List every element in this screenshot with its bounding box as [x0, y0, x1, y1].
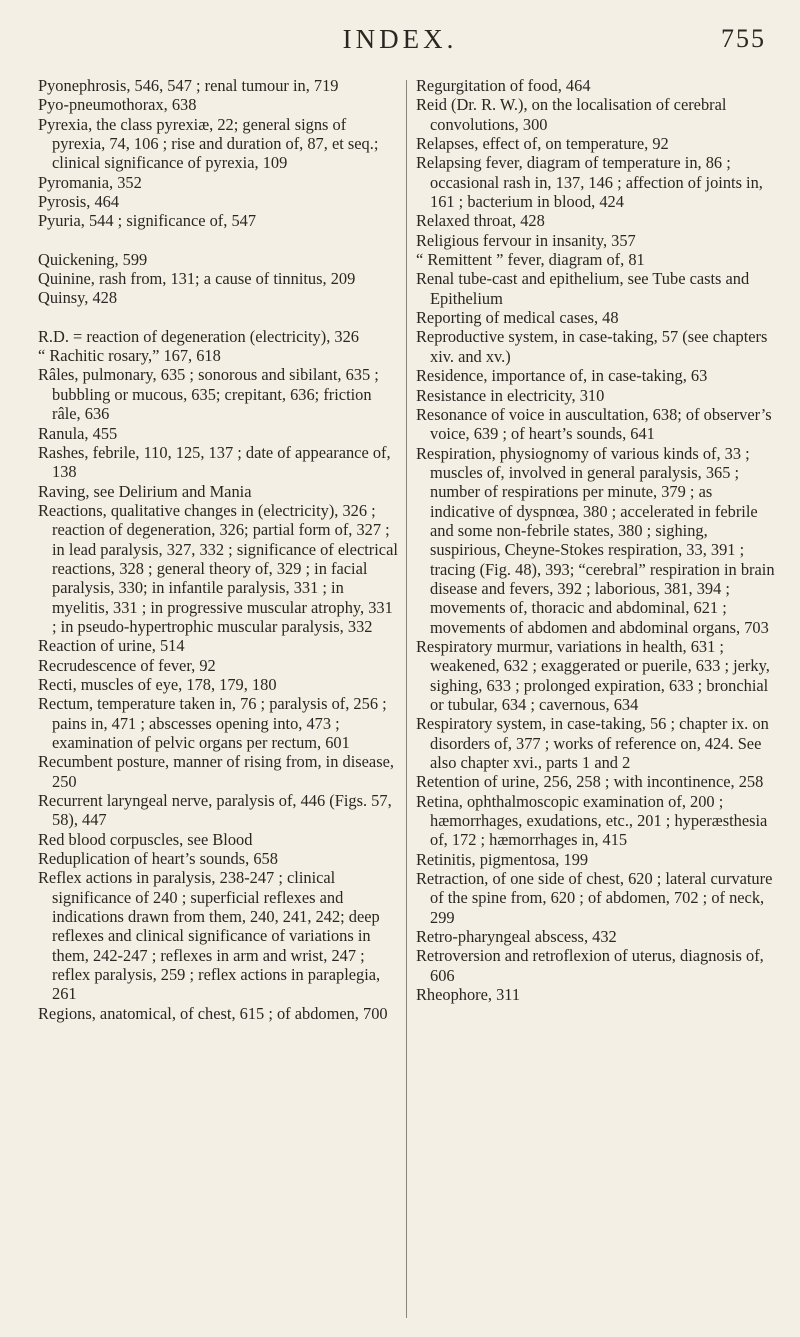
index-entry: Rectum, temperature taken in, 76 ; paralysis of, 256 ; pains in, 471 ; abscesses opening into, 473 ; examination of pelvic organs per rectum, 601 — [38, 694, 387, 752]
index-entry: Râles, pulmonary, 635 ; sonorous and sibilant, 635 ; bubbling or mucous, 635; crepitant, 636; friction râle, 636 — [38, 365, 379, 424]
index-entry: Resistance in electricity, 310 — [416, 385, 605, 405]
index-entry: “ Rachitic rosary,” 167, 618 — [38, 346, 221, 366]
index-entry: Quinsy, 428 — [38, 288, 118, 308]
index-entry: Recumbent posture, manner of rising from, in disease, 250 — [38, 752, 394, 791]
index-entry: Relapses, effect of, on temperature, 92 — [416, 134, 669, 154]
index-column-left — [38, 76, 400, 1023]
index-entry: Relapsing fever, diagram of temperature in, 86 ; occasional rash in, 137, 146 ; affection of joints in, 161 ; bacterium in blood, 424 — [416, 153, 763, 212]
running-head-title: INDEX. — [342, 24, 458, 54]
index-entry: Reid (Dr. R. W.), on the localisation of cerebral convolutions, 300 — [416, 95, 727, 134]
index-entry: Pyuria, 544 ; significance of, 547 — [38, 211, 257, 231]
index-entry: Renal tube-cast and epithelium, see Tube casts and Epithelium — [416, 269, 750, 308]
index-entry: Pyromania, 352 — [38, 172, 142, 192]
index-entry: Regurgitation of food, 464 — [416, 76, 591, 95]
index-entry: Quickening, 599 — [38, 249, 148, 269]
index-entry: Recurrent laryngeal nerve, paralysis of, 446 (Figs. 57, 58), 447 — [38, 791, 392, 830]
column-divider — [406, 80, 407, 1318]
index-entry: Retroversion and retroflexion of uterus, diagnosis of, 606 — [416, 946, 764, 985]
index-entry: Rashes, febrile, 110, 125, 137 ; date of appearance of, 138 — [38, 442, 391, 482]
index-entry: Pyo-pneumothorax, 638 — [38, 95, 197, 115]
running-head — [0, 22, 800, 62]
index-entry: Retro-pharyngeal abscess, 432 — [416, 927, 617, 947]
index-entry: Respiratory system, in case-taking, 56 ; chapter ix. on disorders of, 377 ; works of reference on, 424. See also chapter xvi., parts 1 and 2 — [416, 714, 769, 773]
index-entry: R.D. = reaction of degeneration (electricity), 326 — [38, 326, 359, 346]
index-entry: Respiratory murmur, variations in health, 631 ; weakened, 632 ; exaggerated or puerile, 633 ; jerky, sighing, 633 ; prolonged expiration, 633 ; bronchial or tubular, 634 ; cavernous, 634 — [416, 636, 770, 714]
index-entry: Recrudescence of fever, 92 — [38, 655, 216, 675]
index-entry: Reporting of medical cases, 48 — [416, 308, 619, 328]
index-entry: Reflex actions in paralysis, 238-247 ; clinical significance of 240 ; superficial reflexes and indications drawn from them, 240, 241, 242; deep reflexes and clinical significance of variations in them, 242-247 ; reflexes in arm and wrist, 247 ; reflex paralysis, 259 ; reflex actions in paraplegia, 261 — [38, 868, 381, 1004]
index-entry: “ Remittent ” fever, diagram of, 81 — [416, 250, 645, 270]
index-entry: Religious fervour in insanity, 357 — [416, 230, 636, 250]
index-entry: Pyrexia, the class pyrexiæ, 22; general signs of pyrexia, 74, 106 ; rise and duration of, 87, et seq.; clinical significance of pyrexia, 109 — [38, 114, 379, 173]
index-entry: Retina, ophthalmoscopic examination of, 200 ; hæmorrhages, exudations, etc., 201 ; hyperæsthesia of, 172 ; hæmorrhages in, 415 — [416, 791, 768, 850]
index-entry: Reactions, qualitative changes in (electricity), 326 ; reaction of degeneration, 326; partial form of, 327 ; in lead paralysis, 327, 332 ; significance of electrical reactions, 328 ; general theory of, 329 ; in facial paralysis, 330; in infantile paralysis, 331 ; in myelitis, 331 ; in progressive muscular atrophy, 331 ; in pseudo-hypertrophic muscular paralysis, 332 — [38, 500, 398, 636]
index-entry: Reproductive system, in case-taking, 57 (see chapters xiv. and xv.) — [416, 327, 768, 366]
index-entry: Quinine, rash from, 131; a cause of tinnitus, 209 — [38, 269, 356, 289]
index-entry: Retention of urine, 256, 258 ; with incontinence, 258 — [416, 772, 764, 792]
index-entry: Ranula, 455 — [38, 423, 118, 443]
index-entry: Recti, muscles of eye, 178, 179, 180 — [38, 674, 277, 694]
index-entry: Resonance of voice in auscultation, 638; of observer’s voice, 639 ; of heart’s sounds, 641 — [416, 404, 772, 444]
index-entry: Respiration, physiognomy of various kinds of, 33 ; muscles of, involved in general paralysis, 365 ; number of respirations per minute, 379 ; as indicative of dyspnœa, 380 ; accelerated in febrile and some non-febrile states, 380 ; sighing, suspirious, Cheyne-Stokes respiration, 33, 391 ; tracing (Fig. 48), 393; “cerebral” respiration in brain disease and fevers, 392 ; laborious, 381, 394 ; movements of, thoracic and abdominal, 621 ; movements of abdomen and abdominal organs, 703 — [416, 443, 775, 637]
page-number: 755 — [721, 24, 766, 53]
index-entry: Residence, importance of, in case-taking, 63 — [416, 366, 708, 386]
index-entry: Retraction, of one side of chest, 620 ; lateral curvature of the spine from, 620 ; of abdomen, 702 ; of neck, 299 — [416, 869, 773, 927]
index-entry: Retinitis, pigmentosa, 199 — [416, 849, 589, 869]
index-entry: Pyrosis, 464 — [38, 192, 120, 212]
index-entry: Reduplication of heart’s sounds, 658 — [38, 849, 278, 869]
index-column-right — [416, 76, 780, 1005]
index-entry: Raving, see Delirium and Mania — [38, 481, 252, 501]
index-entry: Rheophore, 311 — [416, 985, 521, 1005]
index-entry: Relaxed throat, 428 — [416, 211, 545, 231]
index-entry: Pyonephrosis, 546, 547 ; renal tumour in, 719 — [38, 76, 339, 95]
index-entry: Regions, anatomical, of chest, 615 ; of abdomen, 700 — [38, 1003, 388, 1023]
index-entry: Reaction of urine, 514 — [38, 636, 185, 656]
index-entry: Red blood corpuscles, see Blood — [38, 829, 253, 849]
